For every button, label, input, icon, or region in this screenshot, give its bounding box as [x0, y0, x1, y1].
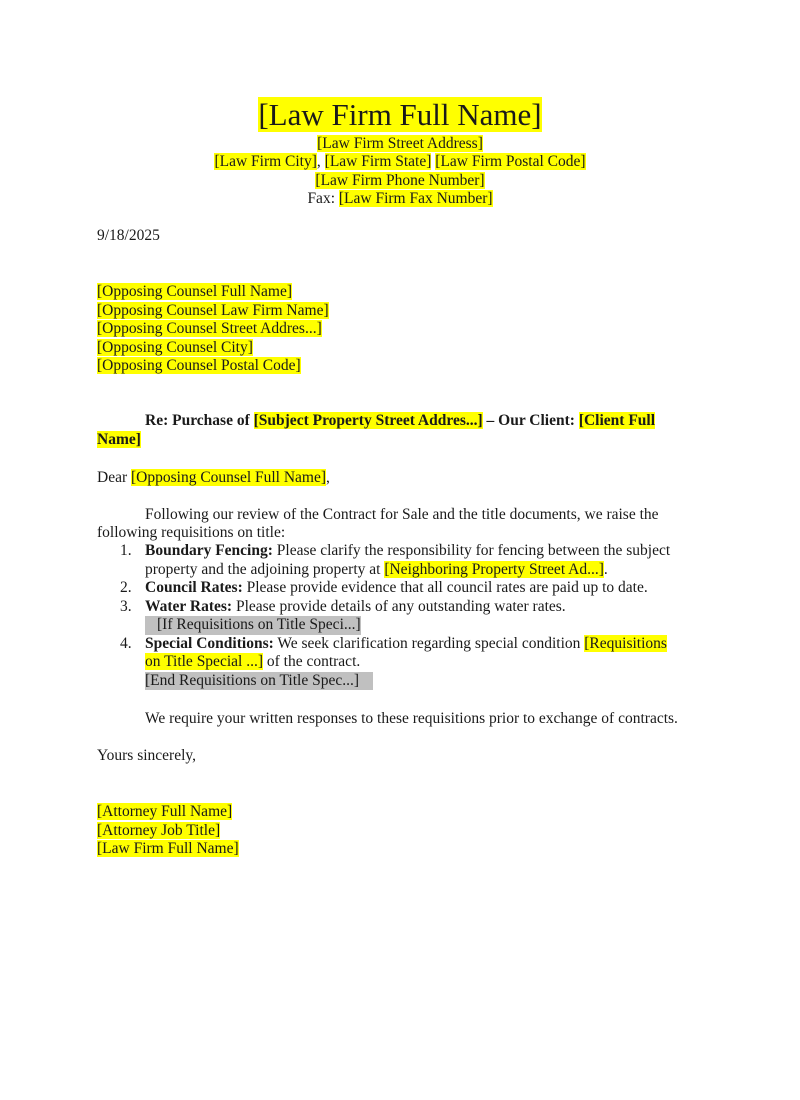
item-number: 1. [120, 542, 132, 559]
item-title: Water Rates: [145, 597, 233, 615]
salutation-name-field[interactable]: [Opposing Counsel Full Name] [131, 469, 327, 486]
item-text: We seek clarification regarding special condition [273, 634, 585, 652]
opposing-counsel-street-field[interactable]: [Opposing Counsel Street Addres...] [97, 320, 322, 337]
special-condition-field-part2[interactable]: on Title Special ...] [145, 653, 263, 670]
item-number: 3. [120, 597, 132, 615]
item-title: Council Rates: [145, 579, 243, 596]
letterhead-fax-line [0, 190, 800, 209]
law-firm-city-field[interactable]: [Law Firm City] [214, 153, 317, 170]
item-text: of the contract. [262, 653, 361, 670]
attorney-name-field[interactable]: [Attorney Full Name] [97, 803, 233, 820]
item-text: Please clarify the responsibility for fencing between the subject [272, 542, 671, 559]
intro-line-2: following requisitions on title: [97, 524, 286, 541]
re-middle: – Our Client: [482, 412, 579, 429]
subject-line [97, 412, 697, 449]
item-text: property and the adjoining property at [145, 560, 385, 578]
salutation-suffix: , [326, 469, 330, 486]
salutation [97, 469, 330, 488]
law-firm-street-field[interactable]: [Law Firm Street Address] [317, 135, 483, 152]
client-name-field-part2[interactable]: Name] [97, 430, 141, 448]
re-prefix: Re: Purchase of [145, 412, 254, 429]
fax-label: Fax: [307, 190, 339, 207]
requisitions-list [97, 542, 707, 690]
item-text: Please provide details of any outstanding water rates. [232, 597, 566, 615]
sign-off: Yours sincerely, [97, 747, 197, 764]
law-firm-postal-field[interactable]: [Law Firm Postal Code] [435, 153, 586, 170]
closing-paragraph: We require your written responses to these requisitions prior to exchange of contracts. [145, 710, 678, 727]
intro-line-1: Following our review of the Contract for Sale and the title documents, we raise the [145, 506, 659, 523]
law-firm-name-field[interactable]: [Law Firm Full Name] [258, 97, 542, 132]
letterhead-firm-name-line [0, 96, 800, 134]
requisition-item-2 [97, 579, 707, 598]
city-separator: , [316, 153, 325, 170]
requisition-item-1 [97, 542, 707, 579]
salutation-prefix: Dear [97, 469, 131, 486]
conditional-end-field[interactable]: [End Requisitions on Title Spec...] [145, 672, 373, 691]
opposing-counsel-city-field[interactable]: [Opposing Counsel City] [97, 338, 253, 356]
item-title: Special Conditions: [145, 634, 274, 652]
letter-date: 9/18/2025 [97, 227, 160, 244]
special-condition-field-part1[interactable]: [Requisitions [584, 634, 667, 652]
client-name-field-part1[interactable]: [Client Full [578, 412, 656, 429]
item-text: Please provide evidence that all council rates are paid up to date. [242, 579, 648, 596]
opposing-counsel-postal-field[interactable]: [Opposing Counsel Postal Code] [97, 357, 301, 374]
neighboring-property-field[interactable]: [Neighboring Property Street Ad...] [384, 560, 604, 578]
opposing-counsel-name-field[interactable]: [Opposing Counsel Full Name] [97, 283, 293, 300]
item-title: Boundary Fencing: [145, 542, 273, 559]
law-firm-state-field[interactable]: [Law Firm State] [324, 153, 432, 170]
item-number: 4. [120, 634, 132, 652]
letterhead-city-line [0, 153, 800, 172]
letterhead-phone-line [0, 172, 800, 191]
letterhead-street-line [0, 135, 800, 154]
attorney-title-field[interactable]: [Attorney Job Title] [97, 821, 221, 839]
item-text: . [603, 560, 608, 578]
law-firm-fax-field[interactable]: [Law Firm Fax Number] [338, 190, 493, 207]
requisition-item-3 [97, 598, 707, 635]
recipient-address-block [97, 283, 329, 376]
conditional-start-field[interactable]: [If Requisitions on Title Speci...] [145, 616, 361, 635]
opposing-counsel-firm-field[interactable]: [Opposing Counsel Law Firm Name] [97, 301, 329, 319]
subject-property-field[interactable]: [Subject Property Street Addres...] [253, 412, 483, 429]
law-firm-phone-field[interactable]: [Law Firm Phone Number] [315, 172, 485, 189]
signature-block [97, 803, 239, 859]
item-number: 2. [120, 579, 132, 596]
signature-firm-name-field[interactable]: [Law Firm Full Name] [97, 840, 239, 857]
requisition-item-4 [97, 635, 707, 691]
